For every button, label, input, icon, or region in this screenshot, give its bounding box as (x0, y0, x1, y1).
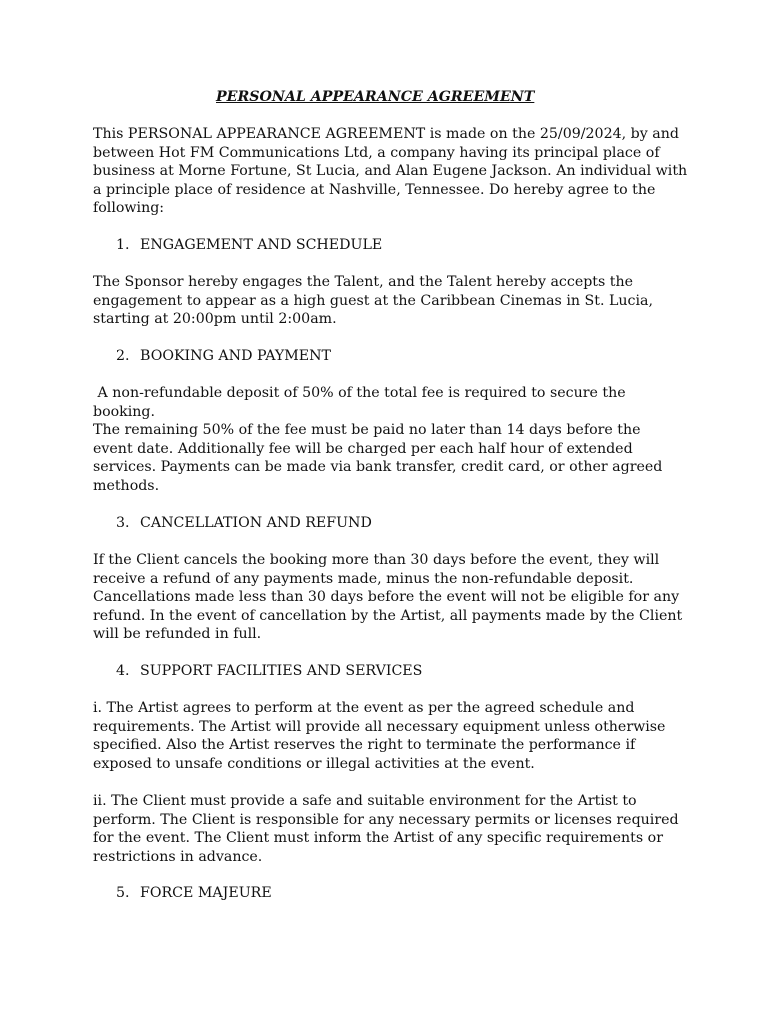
section-line: for the event. The Client must inform the Artist of any specific requirements or (93, 830, 663, 846)
section-line: perform. The Client is responsible for any necessary permits or licenses required (93, 811, 679, 828)
section-line: event date. Additionally fee will be charged per each half hour of extended (93, 440, 633, 457)
section-line: receive a refund of any payments made, minus the non-refundable deposit. (93, 570, 634, 587)
section-line: methods. (93, 477, 160, 494)
section-title: ENGAGEMENT AND SCHEDULE (140, 237, 383, 253)
intro-line: business at Morne Fortune, St Lucia, and Alan Eugene Jackson. An individual with (93, 163, 688, 179)
section-line: exposed to unsafe conditions or illegal activities at the event. (93, 755, 535, 772)
section-title: BOOKING AND PAYMENT (140, 348, 331, 364)
section-line: services. Payments can be made via bank transfer, credit card, or other agreed (93, 459, 663, 475)
section-number: 2. (116, 348, 130, 364)
section-line: restrictions in advance. (93, 848, 263, 865)
section-line: ii. The Client must provide a safe and suitable environment for the Artist to (93, 793, 637, 809)
section-line: specified. Also the Artist reserves the right to terminate the performance if (93, 737, 636, 753)
section-heading-support (116, 662, 422, 681)
section-number: 4. (116, 663, 130, 679)
section-heading-booking (116, 347, 331, 366)
section-line: refund. In the event of cancellation by the Artist, all payments made by the Client (93, 607, 683, 624)
section-heading-engagement (116, 236, 382, 255)
section-title: SUPPORT FACILITIES AND SERVICES (140, 663, 423, 679)
section-line: booking. (93, 403, 156, 420)
section-line: starting at 20:00pm until 2:00am. (93, 311, 337, 327)
section-heading-force-majeure (116, 884, 272, 903)
section-number: 1. (116, 237, 130, 253)
section-heading-cancellation (116, 514, 372, 533)
section-line: will be refunded in full. (93, 626, 262, 642)
section-line: i. The Artist agrees to perform at the event as per the agreed schedule and (93, 700, 635, 716)
section-number: 5. (116, 885, 130, 901)
section-line: The remaining 50% of the fee must be paid no later than 14 days before the (93, 422, 641, 438)
section-line: requirements. The Artist will provide all necessary equipment unless otherwise (93, 718, 666, 735)
section-line: Cancellations made less than 30 days before the event will not be eligible for any (93, 589, 680, 605)
section-title: CANCELLATION AND REFUND (140, 515, 372, 531)
section-number: 3. (116, 515, 130, 531)
intro-line: a principle place of residence at Nashville, Tennessee. Do hereby agree to the (93, 181, 656, 198)
section-line: A non-refundable deposit of 50% of the total fee is required to secure the (93, 385, 626, 401)
section-line: engagement to appear as a high guest at the Caribbean Cinemas in St. Lucia, (93, 292, 653, 309)
document-title: PERSONAL APPEARANCE AGREEMENT (216, 89, 535, 105)
intro-line: following: (93, 200, 165, 216)
intro-line: between Hot FM Communications Ltd, a company having its principal place of (93, 144, 660, 161)
intro-line: This PERSONAL APPEARANCE AGREEMENT is made on the 25/09/2024, by and (93, 126, 679, 142)
section-title: FORCE MAJEURE (140, 885, 272, 901)
section-line: If the Client cancels the booking more than 30 days before the event, they will (93, 552, 660, 568)
section-line: The Sponsor hereby engages the Talent, and the Talent hereby accepts the (93, 274, 634, 290)
